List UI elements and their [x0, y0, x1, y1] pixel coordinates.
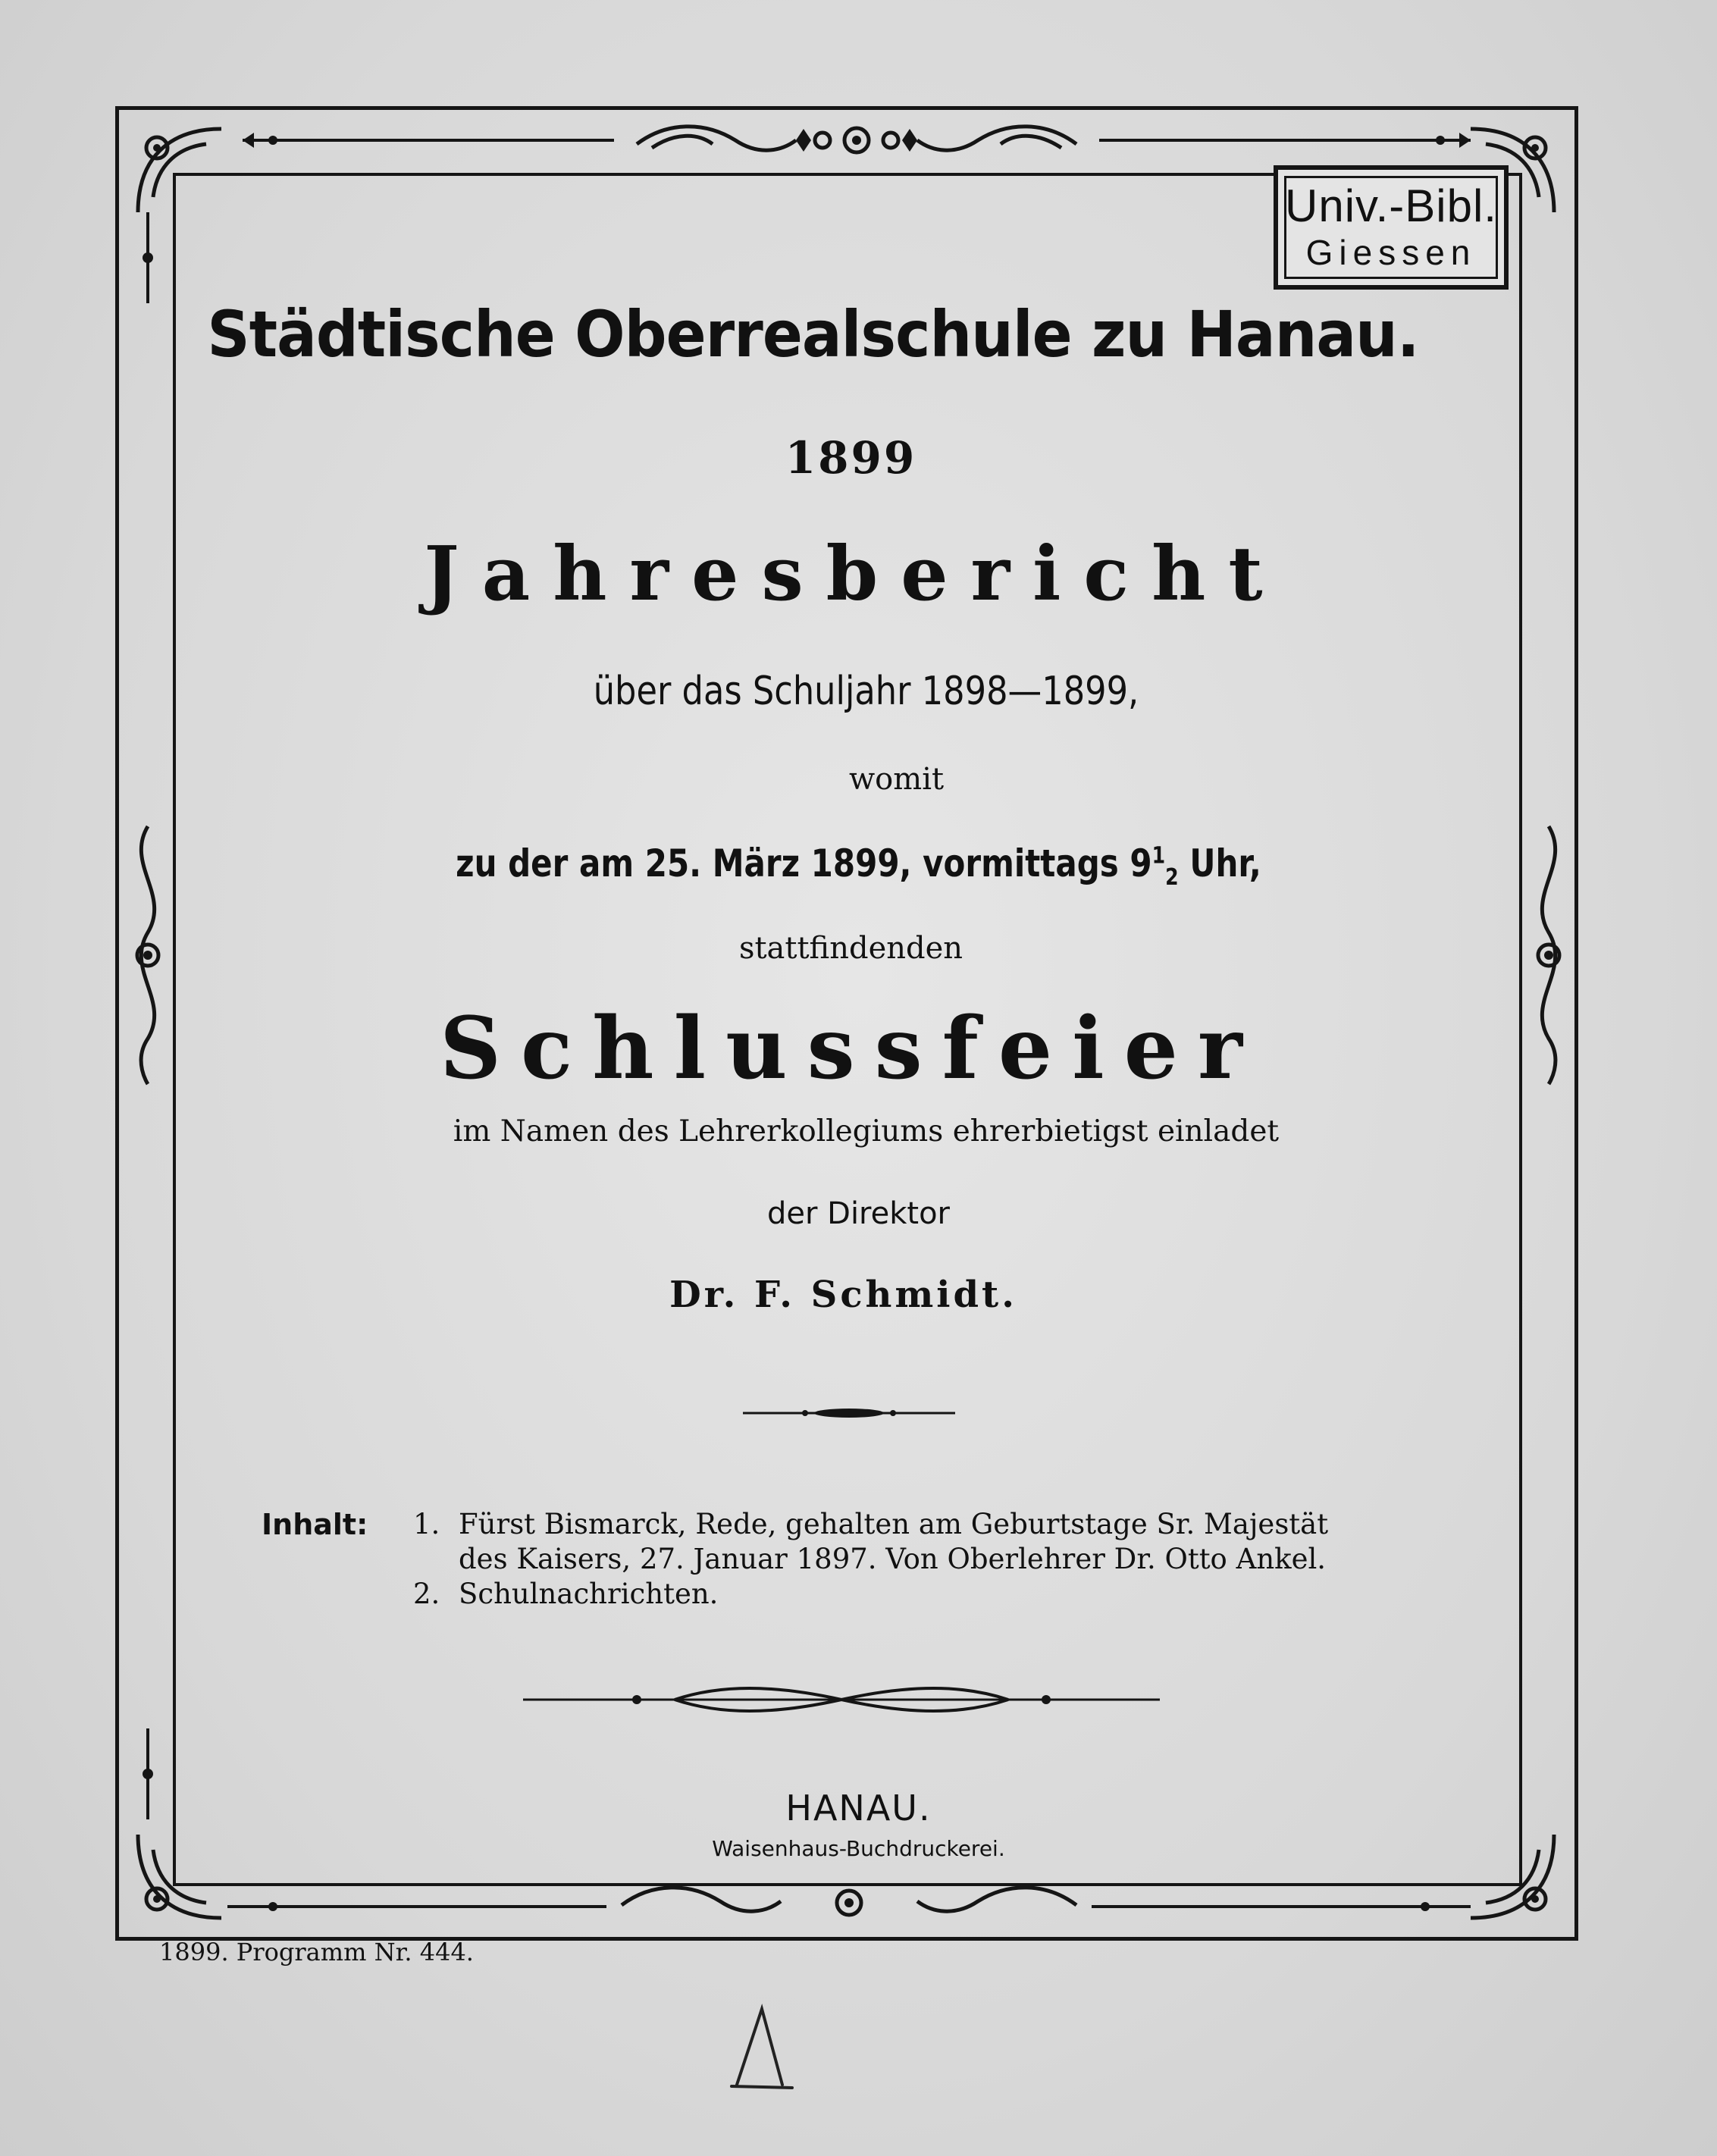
director-role: der Direktor — [766, 1196, 950, 1231]
invitation-line: im Namen des Lehrerkollegiums ehrerbietigst einladet — [453, 1114, 1280, 1149]
top-ornament — [622, 114, 1092, 167]
stattfindenden-line: stattfindenden — [738, 931, 963, 966]
date-main: zu der am 25. März 1899, vormittags 9 — [456, 841, 1152, 885]
event-heading: Schlussfeier — [440, 999, 1262, 1098]
stamp-library-name: Univ.-Bibl. — [1285, 180, 1497, 231]
top-rule-right — [1092, 129, 1471, 152]
contents-item-1-line-2: des Kaisers, 27. Januar 1897. Von Oberlehrer Dr. Otto Ankel. — [459, 1543, 1327, 1575]
divider-rule — [743, 1404, 955, 1422]
contents-item-2-line-1: Schulnachrichten. — [459, 1578, 719, 1610]
date-fraction-denominator: 2 — [1165, 864, 1179, 891]
bottom-rule-left — [227, 1895, 606, 1918]
imprint-ornamental-rule — [523, 1684, 1160, 1715]
director-name: Dr. F. Schmidt. — [669, 1274, 1017, 1316]
bottom-rule-right — [1092, 1895, 1471, 1918]
report-heading: Jahresbericht — [424, 531, 1286, 618]
contents-label: Inhalt: — [262, 1508, 368, 1541]
top-rule-left — [243, 129, 622, 152]
contents-item-2-number: 2. — [413, 1578, 440, 1610]
report-year: 1899 — [785, 432, 917, 484]
corner-ornament-top-left — [123, 114, 237, 227]
program-number: 1899. Programm Nr. 444. — [159, 1938, 474, 1966]
school-year-line: über das Schuljahr 1898—1899, — [593, 669, 1139, 714]
school-title: Städtische Oberrealschule zu Hanau. — [207, 297, 1419, 371]
date-fraction-numerator: 1 — [1151, 842, 1166, 870]
imprint-printer: Waisenhaus-Buchdruckerei. — [712, 1836, 1005, 1861]
bottom-ornament — [606, 1879, 1092, 1932]
date-line — [137, 841, 1580, 891]
library-stamp — [1274, 165, 1509, 290]
contents-item-1-line-1: Fürst Bismarck, Rede, gehalten am Geburtstage Sr. Majestät — [459, 1508, 1329, 1540]
womit-line: womit — [848, 762, 945, 797]
contents-item-1-number: 1. — [413, 1508, 440, 1540]
left-upper-ornament — [133, 212, 163, 303]
stamp-city: Giessen — [1305, 233, 1477, 272]
handwritten-mark — [728, 2001, 796, 2092]
date-end: Uhr, — [1178, 841, 1261, 885]
imprint-city: HANAU. — [785, 1788, 932, 1829]
